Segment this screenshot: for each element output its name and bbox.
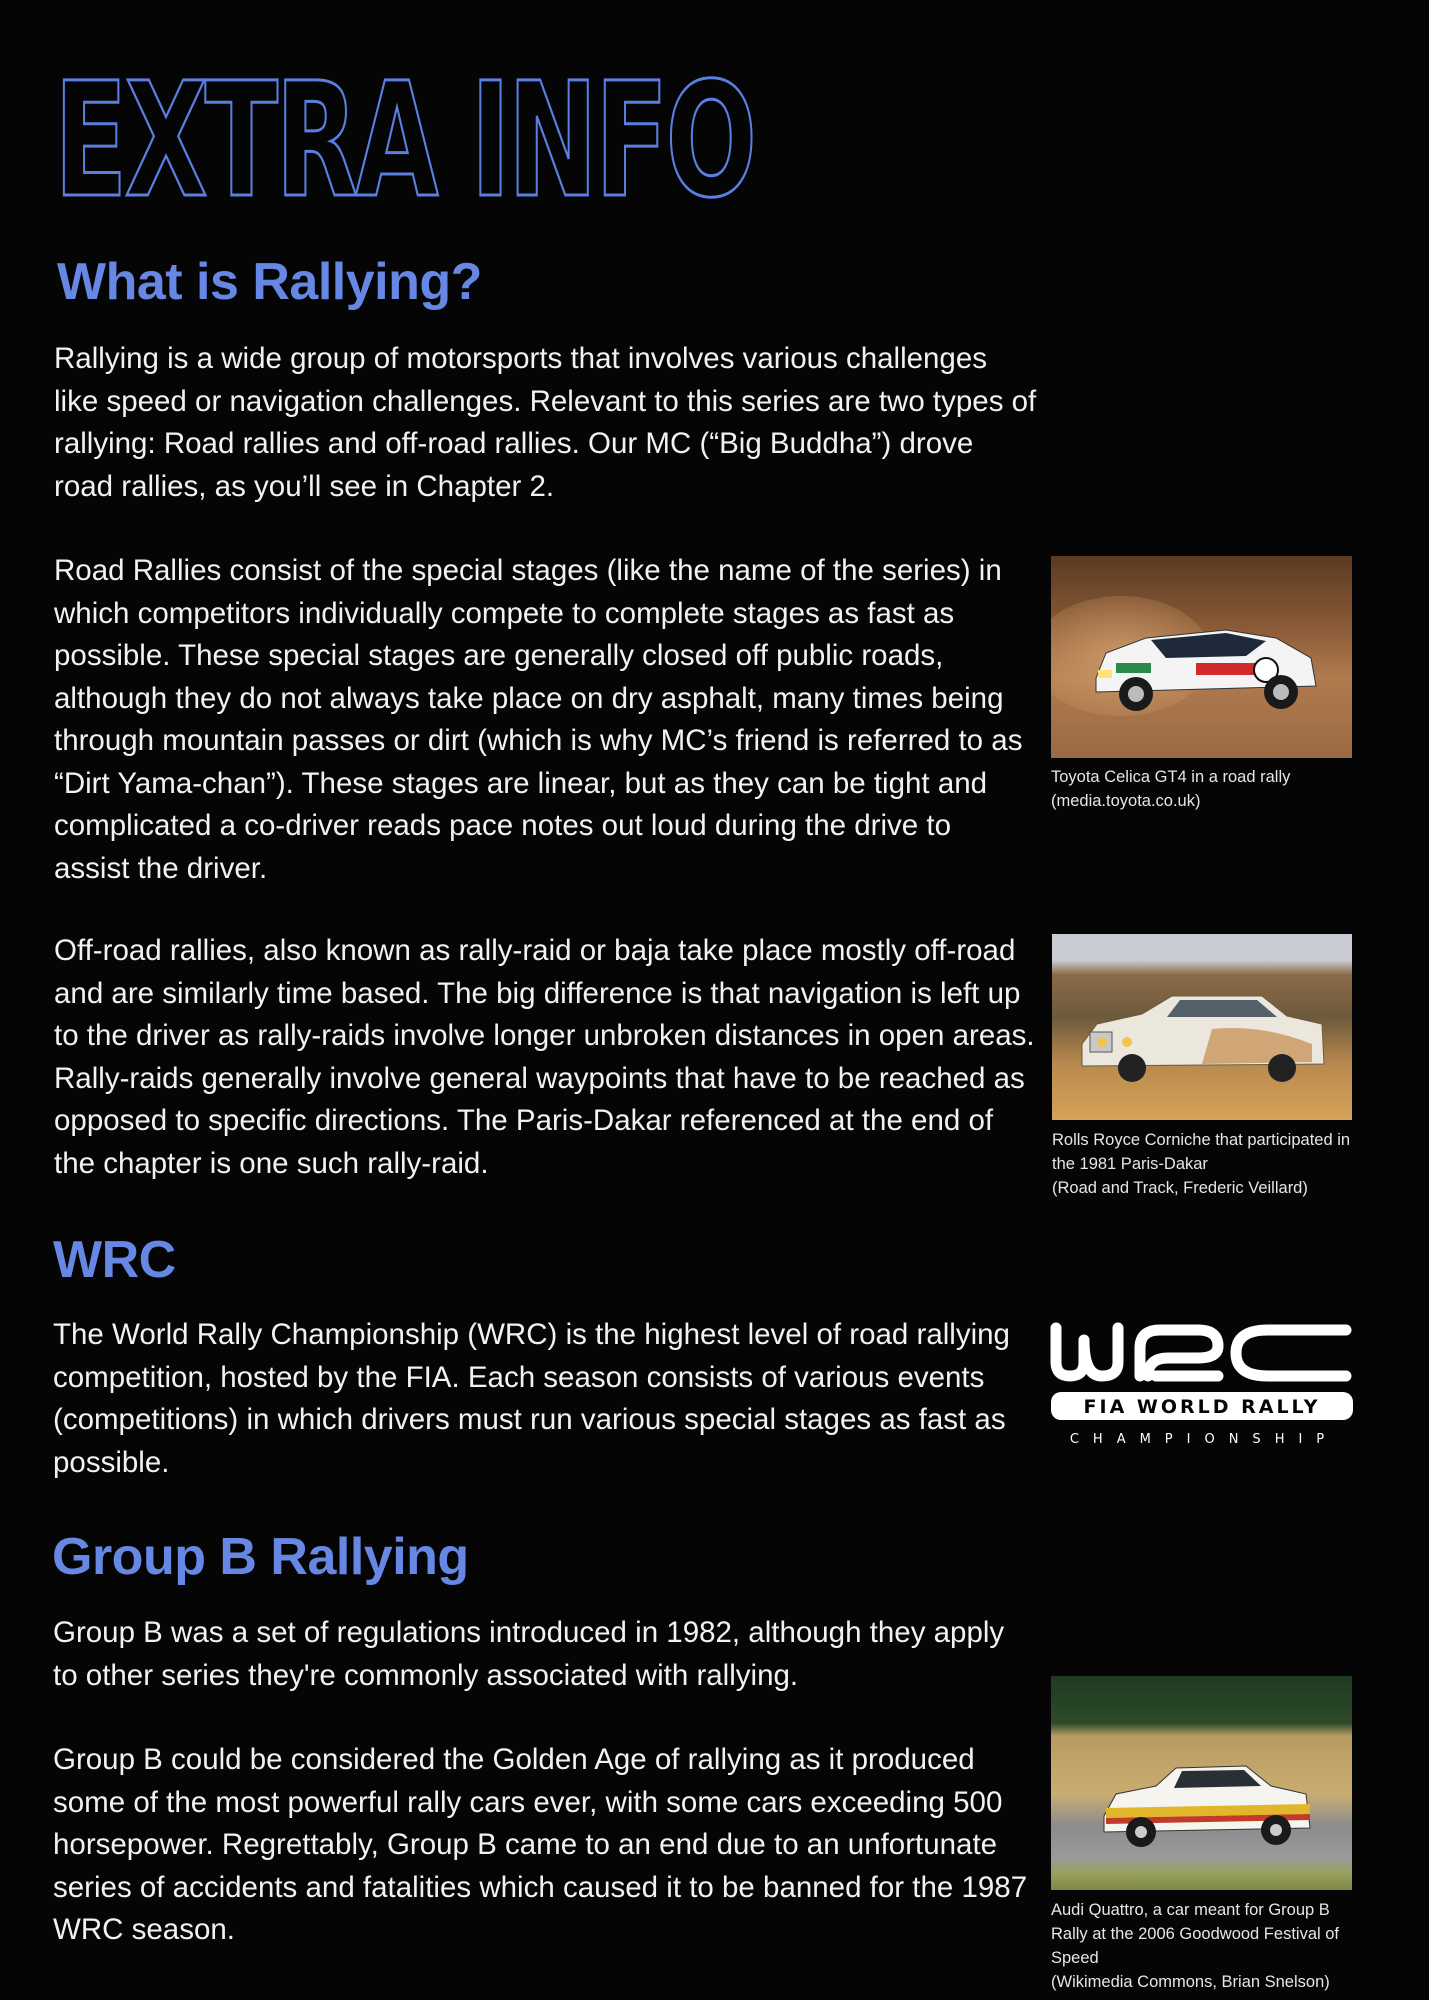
toyota-celica-photo [1051, 556, 1352, 758]
wrc-logo-subtitle: FIA WORLD RALLY [1083, 1396, 1321, 1418]
wrc-heading: WRC [53, 1231, 176, 1289]
wrc-paragraph: The World Rally Championship (WRC) is the highest level of road rallying competition, hosted by the FIA. Each season consists of various events (competitions) in which drivers must run various special stages as fast as possible. [53, 1318, 1010, 1479]
rolls-royce-caption: Rolls Royce Corniche that participated in the 1981 Paris-Dakar (Road and Track, Frederic Veillard) [1052, 1131, 1351, 1197]
audi-quattro-photo [1051, 1676, 1352, 1890]
rallying-paragraph-3: Off-road rallies, also known as rally-raid or baja take place mostly off-road and are similarly time based. The big difference is that navigation is left up to the driver as rally-raids involve longer unbroken distances in open areas. Rally-raids generally involve general waypoints that have to be reached as opposed to specific directions. The Paris-Dakar referenced at the end of the chapter is one such rally-raid. [54, 934, 1035, 1180]
group-b-paragraph-1: Group B was a set of regulations introduced in 1982, although they apply to other series they're commonly associated with rallying. [53, 1616, 1005, 1692]
audi-quattro-caption: Audi Quattro, a car meant for Group B Rally at the 2006 Goodwood Festival of Speed (Wikimedia Commons, Brian Snelson) [1051, 1901, 1340, 1991]
wrc-logo-subtitle-2: CHAMPIONSHIP [1069, 1432, 1339, 1447]
rallying-paragraph-2: Road Rallies consist of the special stages (like the name of the series) in which competitors individually compete to complete stages as fast as possible. These special stages are generally closed off public roads, although they do not always take place on dry asphalt, many times being through mountain passes or dirt (which is why MC’s friend is referred to as “Dirt Yama-chan”). These stages are linear, but as they can be tight and complicated a co-driver reads pace notes out loud during the drive to assist the driver. [54, 554, 1023, 885]
rolls-royce-photo [1052, 934, 1352, 1120]
page-title: EXTRA INFO [54, 49, 755, 233]
group-b-heading: Group B Rallying [52, 1528, 469, 1586]
toyota-celica-caption: Toyota Celica GT4 in a road rally (media.toyota.co.uk) [1051, 768, 1291, 810]
group-b-paragraph-2: Group B could be considered the Golden Age of rallying as it produced some of the most powerful rally cars ever, with some cars exceeding 500 horsepower. Regrettably, Group B came to an end due to an unfortunate series of accidents and fatalities which caused it to be banned for the 1987 WRC season. [53, 1743, 1028, 1946]
rallying-paragraph-1: Rallying is a wide group of motorsports that involves various challenges like speed or navigation challenges. Relevant to this series are two types of rallying: Road rallies and off-road rallies. Our MC (“Big Buddha”) drove road rallies, as you’ll see in Chapter 2. [54, 342, 1037, 503]
rallying-heading: What is Rallying? [57, 253, 482, 311]
wrc-logo [1048, 1318, 1356, 1448]
